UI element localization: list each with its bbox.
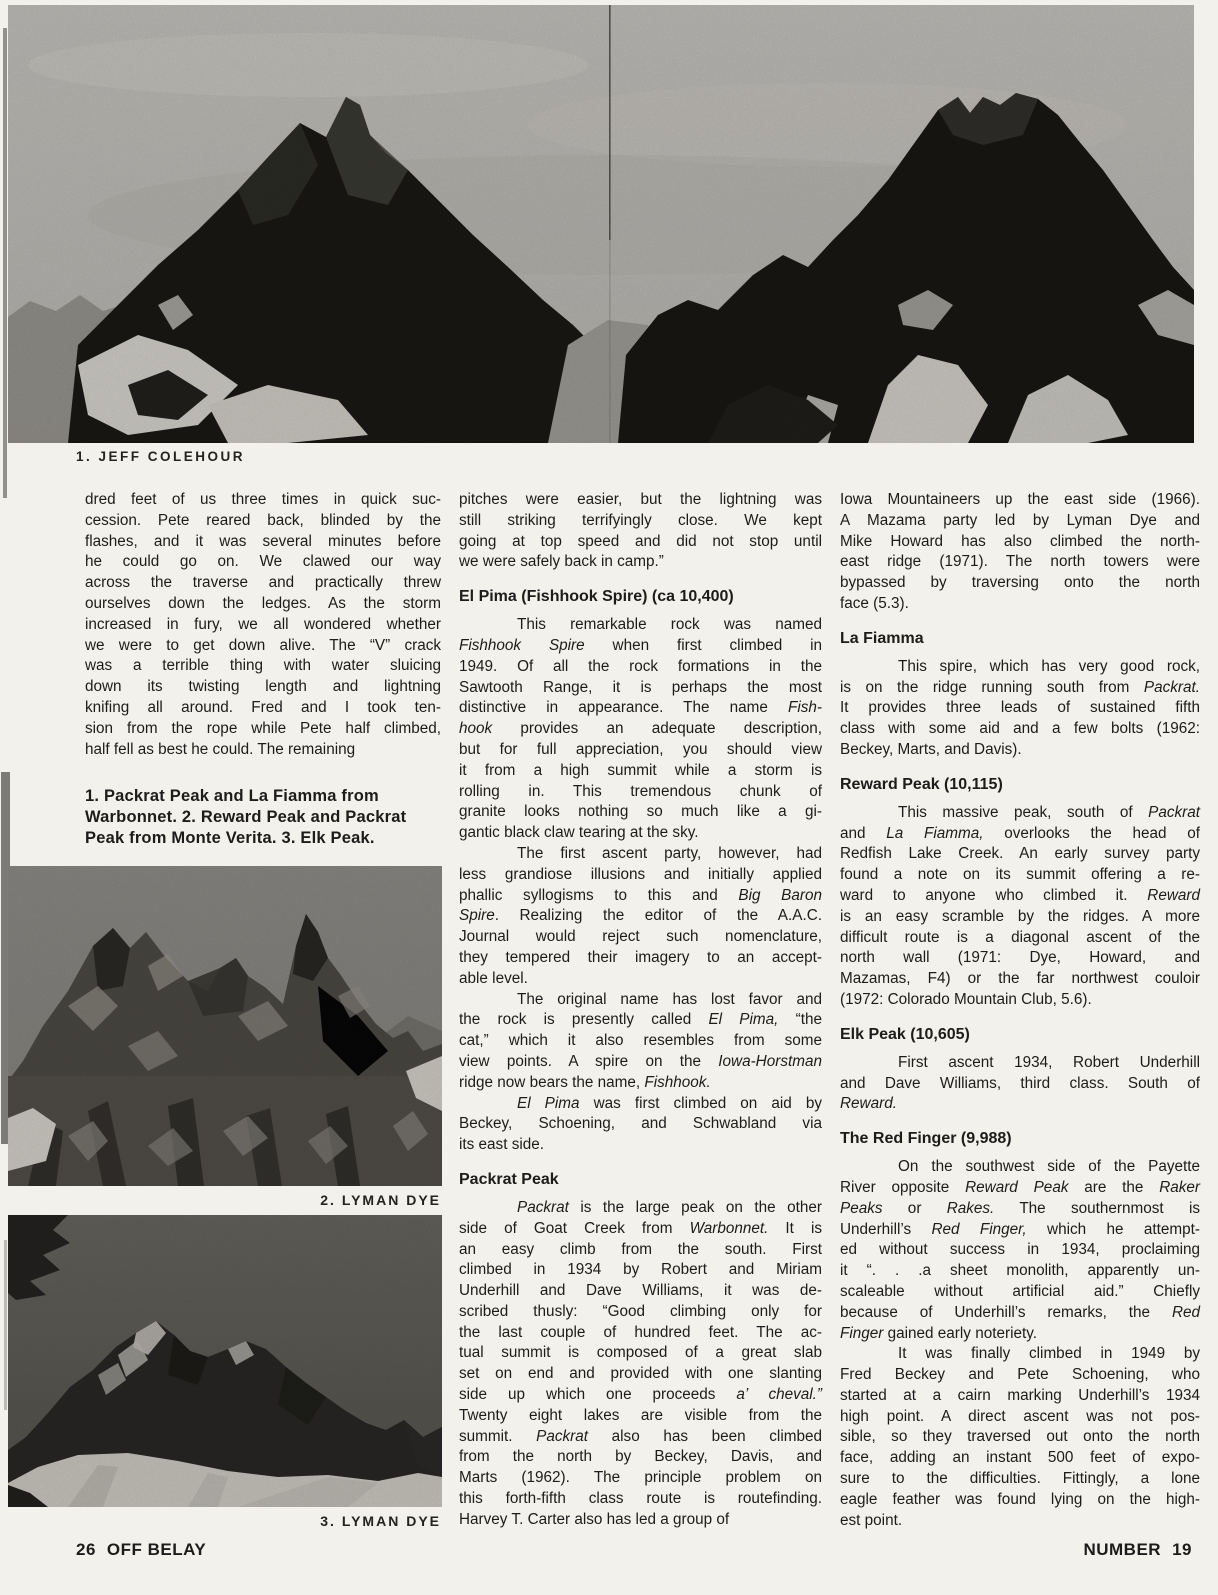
section-heading: La Fiamma — [840, 629, 924, 647]
text-line: El Pima was first climbed on aid by — [517, 1094, 823, 1112]
text-line: and Dave Williams, third class. South of — [840, 1074, 1200, 1092]
text-line: Marts (1962). The principle problem on — [459, 1469, 822, 1487]
text-line: pitches were easier, but the lightning was — [459, 491, 822, 508]
paragraph — [840, 1157, 1200, 1344]
photo-2-credit: 2. LYMAN DYE — [320, 1192, 441, 1209]
paragraph — [840, 1344, 1200, 1531]
text-line: Journal would reject such nomenclature, — [459, 928, 822, 946]
text-line: an easy climb from the south. First — [459, 1240, 822, 1258]
text-line: face (5.3). — [840, 594, 909, 612]
section-heading: Elk Peak (10,605) — [840, 1025, 970, 1043]
section-heading: El Pima (Fishhook Spire) (ca 10,400) — [459, 588, 734, 606]
paragraph — [459, 990, 822, 1094]
paragraph — [459, 1094, 822, 1156]
text-line: it from a high summit while a storm is — [459, 761, 822, 779]
text-line: we were to get down alive. The “V” crack — [85, 636, 441, 654]
text-line: east ridge (1971). The north towers were — [840, 553, 1200, 571]
text-line: rolling in. This tremendous chunk of — [459, 782, 822, 800]
text-line: phallic syllogisms to this and Big Baron — [459, 886, 822, 904]
text-line: the last couple of hundred feet. The ac- — [459, 1323, 822, 1341]
text-line: knifing all around. Fred and I took ten- — [85, 698, 441, 716]
text-line: A Mazama party led by Lyman Dye and — [840, 511, 1200, 529]
text-line: summit. Packrat also has been climbed — [459, 1427, 822, 1445]
text-line: they tempered their imagery to an accept- — [459, 948, 822, 966]
text-line: Warbonnet. 2. Reward Peak and Packrat — [85, 808, 407, 827]
text-line: ward to anyone who climbed it. Reward — [840, 886, 1200, 904]
text-line: ridge now bears the name, Fishhook. — [459, 1073, 711, 1091]
text-line: bypassed by traversing onto the north — [840, 574, 1200, 592]
text-line: This remarkable rock was named — [517, 616, 822, 634]
text-line: est point. — [840, 1511, 903, 1529]
text-line: ed without success in 1934, proclaiming — [840, 1241, 1200, 1259]
photo-2-figure — [8, 866, 442, 1186]
text-line: across the traverse and practically threw — [85, 574, 441, 592]
section-heading: The Red Finger (9,988) — [840, 1130, 1012, 1148]
photo-1-panorama — [8, 5, 1194, 443]
text-line: Iowa Mountaineers up the east side (1966). — [840, 491, 1200, 508]
text-line: River opposite Reward Peak are the Raker — [840, 1178, 1201, 1196]
text-line: increased in fury, we all wondered whether — [85, 615, 441, 633]
text-line: Mike Howard has also climbed the north- — [840, 532, 1200, 550]
text-line: eagle feather was found lying on the high- — [840, 1490, 1200, 1508]
text-line: Twenty eight lakes are visible from the — [459, 1406, 822, 1424]
column-1-text — [85, 490, 441, 849]
text-line: difficult route is a diagonal ascent of the — [840, 928, 1200, 946]
paragraph — [459, 844, 822, 990]
text-line: The original name has lost favor and — [517, 990, 822, 1008]
mountain-photo-1 — [8, 5, 1194, 443]
text-line: we were safely back in camp.” — [459, 553, 664, 571]
text-line: sure to the difficulties. Fittingly, a lone — [840, 1470, 1200, 1488]
text-line: from the north by Beckey, Davis, and — [459, 1448, 822, 1466]
text-line: Redfish Lake Creek. An early survey party — [840, 845, 1200, 863]
text-line: view points. A spire on the Iowa-Horstman — [459, 1052, 822, 1070]
text-line: this forth-fifth class route is routefinding. — [459, 1490, 822, 1508]
photo-3-figure — [8, 1215, 442, 1507]
mountain-photo-2 — [8, 866, 442, 1186]
text-line: side of Goat Creek from Warbonnet. It is — [459, 1219, 822, 1237]
text-line: It was finally climbed in 1949 by — [898, 1345, 1200, 1363]
text-line: scaleable without artificial aid.” Chiefly — [840, 1282, 1200, 1300]
text-line: This massive peak, south of Packrat — [898, 803, 1200, 821]
column-2 — [459, 490, 822, 1532]
text-line: Peak from Monte Verita. 3. Elk Peak. — [85, 829, 375, 848]
text-line: First ascent 1934, Robert Underhill — [898, 1053, 1200, 1071]
issue-label: NUMBER — [1083, 1540, 1162, 1559]
text-line: dred feet of us three times in quick suc- — [85, 491, 441, 508]
text-line: Packrat is the large peak on the other — [517, 1198, 822, 1216]
text-line: climbed in 1934 by Robert and Miriam — [459, 1261, 822, 1279]
paragraph — [459, 490, 822, 573]
text-line: high point. A direct ascent was not pos- — [840, 1407, 1200, 1425]
text-line: found a note on its summit offering a re- — [840, 866, 1200, 884]
photo-3-credit: 3. LYMAN DYE — [320, 1513, 441, 1530]
text-line: Fred Beckey and Pete Schoening, who — [840, 1366, 1200, 1384]
text-line: face, adding an instant 500 feet of expo- — [840, 1449, 1200, 1467]
text-line: north wall (1971: Dye, Howard, and — [840, 949, 1200, 967]
text-line: still striking terrifyingly close. We kept — [459, 511, 822, 529]
text-line: Harvey T. Carter also has led a group of — [459, 1510, 730, 1528]
page-number: 26 — [76, 1540, 96, 1559]
mountain-photo-3 — [8, 1215, 442, 1507]
text-line: class with some aid and a few bolts (1962: — [840, 720, 1200, 738]
text-line: but for full appreciation, you should view — [459, 740, 822, 758]
text-line: granite looks nothing so much like a gi- — [459, 803, 822, 821]
issue-number: 19 — [1172, 1540, 1192, 1559]
text-line: scribed thusly: “Good climbing only for — [459, 1302, 822, 1320]
text-line: is an easy scramble by the ridges. A more — [840, 907, 1200, 925]
text-line: the rock is presently called El Pima, “the — [459, 1011, 823, 1029]
text-line: hook provides an adequate description, — [459, 720, 822, 738]
text-line: down its twisting length and lightning — [85, 678, 441, 696]
text-line: sible, so they traversed out onto the north — [840, 1428, 1200, 1446]
text-line: Beckey, Marts, and Davis). — [840, 740, 1022, 758]
column-3 — [840, 490, 1200, 1532]
text-line: 1. Packrat Peak and La Fiamma from — [85, 787, 379, 806]
text-line: started at a cairn marking Underhill’s 1934 — [840, 1386, 1200, 1404]
text-line: cession. Pete reared back, blinded by the — [85, 511, 441, 529]
text-line: Underhill and Dave Williams, it was de- — [459, 1282, 822, 1300]
text-line: going at top speed and did not stop until — [459, 532, 822, 550]
text-line: On the southwest side of the Payette — [898, 1158, 1200, 1176]
text-line: Fishhook Spire when first climbed in — [459, 636, 823, 654]
text-line: ourselves down the ledges. As the storm — [85, 594, 441, 612]
text-line: side up which one proceeds a’ cheval.” — [459, 1386, 823, 1404]
page-footer — [76, 1540, 1192, 1560]
text-line: less grandiose illusions and initially applied — [459, 865, 822, 883]
text-line: tual summit is composed of a great slab — [459, 1344, 822, 1362]
text-line: Reward. — [840, 1095, 897, 1113]
magazine-title: OFF BELAY — [106, 1540, 207, 1559]
text-line: it “. . .a sheet monolith, apparently un- — [840, 1262, 1200, 1280]
paragraph — [459, 1198, 822, 1531]
text-line: Beckey, Schoening, and Schwabland via — [459, 1115, 822, 1133]
text-line: sion from the rope while Pete half climbed, — [85, 719, 441, 737]
scan-artifact — [4, 1240, 7, 1410]
text-line: Sawtooth Range, it is perhaps the most — [459, 678, 822, 696]
text-line: distinctive in appearance. The name Fish- — [459, 699, 822, 717]
text-line: and La Fiamma, overlooks the head of — [840, 824, 1200, 842]
paragraph — [840, 490, 1200, 615]
text-line: able level. — [459, 969, 528, 987]
text-line: Underhill’s Red Finger, which he attempt- — [840, 1220, 1200, 1238]
paragraph — [840, 1053, 1200, 1115]
text-line: set on end and provided with one slanting — [459, 1365, 822, 1383]
text-line: was a terrible thing with water sluicing — [85, 657, 441, 675]
text-line: cat,” which it also resembles from some — [459, 1032, 822, 1050]
text-line: This spire, which has very good rock, — [898, 657, 1200, 675]
article-body — [85, 490, 1200, 1532]
paragraph — [840, 803, 1200, 1011]
text-line: (1972: Colorado Mountain Club, 5.6). — [840, 990, 1092, 1008]
text-line: half fell as best he could. The remaining — [85, 740, 356, 758]
text-line: Mazamas, F4) or the far northwest couloir — [840, 970, 1200, 988]
photo-1-credit: 1. JEFF COLEHOUR — [76, 449, 246, 464]
section-heading: Packrat Peak — [459, 1170, 559, 1188]
text-line: The first ascent party, however, had — [517, 844, 822, 862]
scan-artifact — [3, 28, 7, 498]
paragraph — [459, 615, 822, 844]
figure-caption — [85, 786, 441, 849]
text-line: he could go on. We clawed our way — [85, 553, 441, 571]
text-line: its east side. — [459, 1136, 545, 1154]
paragraph — [840, 657, 1200, 761]
text-line: is on the ridge running south from Packrat. — [840, 678, 1200, 696]
column-1 — [85, 490, 441, 1532]
text-line: Finger gained early noteriety. — [840, 1324, 1037, 1342]
section-heading: Reward Peak (10,115) — [840, 775, 1003, 793]
paragraph — [85, 490, 441, 760]
text-line: because of Underhill’s remarks, the Red — [840, 1303, 1200, 1321]
text-line: gantic black claw tearing at the sky. — [459, 824, 699, 842]
text-line: 1949. Of all the rock formations in the — [459, 657, 822, 675]
text-line: Peaks or Rakes. The southernmost is — [840, 1199, 1200, 1217]
text-line: Spire. Realizing the editor of the A.A.C. — [459, 907, 822, 925]
text-line: flashes, and it was several minutes before — [85, 532, 441, 550]
text-line: It provides three leads of sustained fifth — [840, 699, 1200, 717]
